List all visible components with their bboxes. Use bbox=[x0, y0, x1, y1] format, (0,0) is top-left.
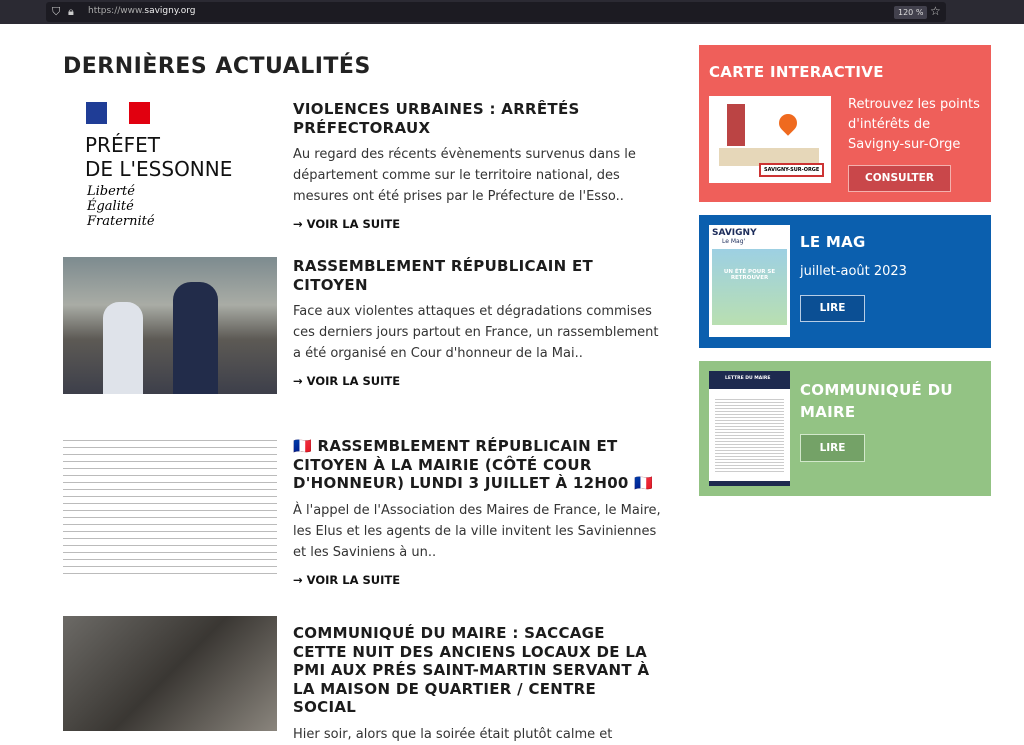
shield-icon[interactable]: ⛉ bbox=[52, 5, 61, 18]
article-excerpt: À l'appel de l'Association des Maires de France, le Maire, les Elus et les agents de la ville invitent les Saviniennes et les Saviniens à un.. bbox=[293, 502, 661, 560]
lock-icon[interactable]: 🔒︎ bbox=[68, 5, 74, 18]
zoom-level[interactable]: 120 % bbox=[894, 6, 927, 19]
url-domain: savigny.org bbox=[144, 6, 196, 16]
page-title: DERNIÈRES ACTUALITÉS bbox=[63, 54, 371, 79]
article-excerpt: Au regard des récents évènements survenus dans le département comme sur le territoire national, des mesures ont été prises par le Préfecture de l'Esso.. bbox=[293, 147, 636, 204]
read-more-link[interactable]: → VOIR LA SUITE bbox=[293, 572, 401, 587]
browser-toolbar bbox=[0, 0, 1024, 24]
article-title[interactable]: 🇫🇷 RASSEMBLEMENT RÉPUBLICAIN ET CITOYEN À LA MAIRIE (CÔTÉ COUR D'HONNEUR) LUNDI 3 JUILLET À 12H00 🇫🇷 bbox=[293, 437, 654, 492]
cover-headline: UN ÉTÉ POUR SE RETROUVER bbox=[712, 249, 787, 325]
read-more-link[interactable]: → VOIR LA SUITE bbox=[293, 217, 401, 231]
cover-title: LETTRE DU MAIRE bbox=[709, 371, 790, 389]
address-bar[interactable] bbox=[46, 2, 946, 22]
cover-subtitle: Le Mag' bbox=[722, 238, 746, 245]
logo-line: DE L'ESSONNE bbox=[85, 157, 233, 181]
consulter-button[interactable]: CONSULTER bbox=[848, 165, 951, 192]
map-label: SAVIGNY-SUR-ORGE bbox=[759, 163, 824, 177]
letter-cover[interactable] bbox=[709, 371, 790, 486]
article-title[interactable]: VIOLENCES URBAINES : ARRÊTÉS PRÉFECTORAUX bbox=[293, 100, 580, 137]
article-excerpt: Face aux violentes attaques et dégradations commises ces derniers jours partout en France, un rassemblement a été organisé en Cour d'honneur de la Mai.. bbox=[293, 304, 659, 361]
url-prefix: https://www. bbox=[88, 6, 145, 16]
card-title: COMMUNIQUÉ DU MAIRE bbox=[800, 381, 953, 421]
document-image[interactable] bbox=[63, 437, 277, 577]
article-title[interactable]: COMMUNIQUÉ DU MAIRE : SACCAGE CETTE NUIT DES ANCIENS LOCAUX DE LA PMI AUX PRÉS SAINT-MARTIN SERVANT À LA MAISON DE QUARTIER / CENTRE SOCIAL bbox=[293, 624, 650, 716]
article-photo[interactable] bbox=[63, 257, 277, 394]
map-illustration[interactable] bbox=[709, 96, 831, 183]
communique-card bbox=[699, 361, 991, 496]
article-photo[interactable] bbox=[63, 616, 277, 731]
logo-motto: Fraternité bbox=[87, 214, 155, 229]
bookmark-star-icon[interactable]: ☆ bbox=[930, 4, 941, 18]
flag-icon bbox=[86, 102, 150, 124]
mag-cover[interactable] bbox=[709, 225, 790, 337]
logo-motto: Liberté bbox=[87, 184, 135, 199]
card-title: CARTE INTERACTIVE bbox=[709, 63, 884, 81]
logo-motto: Égalité bbox=[87, 199, 134, 214]
prefet-logo[interactable] bbox=[63, 100, 277, 237]
article-excerpt: Hier soir, alors que la soirée était plutôt calme et bbox=[293, 726, 613, 742]
cover-title: SAVIGNY bbox=[712, 228, 757, 238]
read-more-link[interactable]: → VOIR LA SUITE bbox=[293, 374, 401, 388]
card-subtitle: juillet-août 2023 bbox=[800, 264, 907, 279]
lire-mag-button[interactable]: LIRE bbox=[800, 295, 865, 322]
card-text: Retrouvez les points d'intérêts de Savigny-sur-Orge bbox=[848, 97, 980, 152]
url-text[interactable] bbox=[88, 6, 196, 16]
map-card bbox=[699, 45, 991, 202]
mag-card bbox=[699, 215, 991, 348]
card-title: LE MAG bbox=[800, 233, 866, 251]
logo-line: PRÉFET bbox=[85, 133, 160, 157]
map-pin-icon bbox=[775, 110, 800, 135]
building-icon bbox=[727, 104, 745, 146]
article-title[interactable]: RASSEMBLEMENT RÉPUBLICAIN ET CITOYEN bbox=[293, 257, 594, 294]
lire-communique-button[interactable]: LIRE bbox=[800, 434, 865, 462]
